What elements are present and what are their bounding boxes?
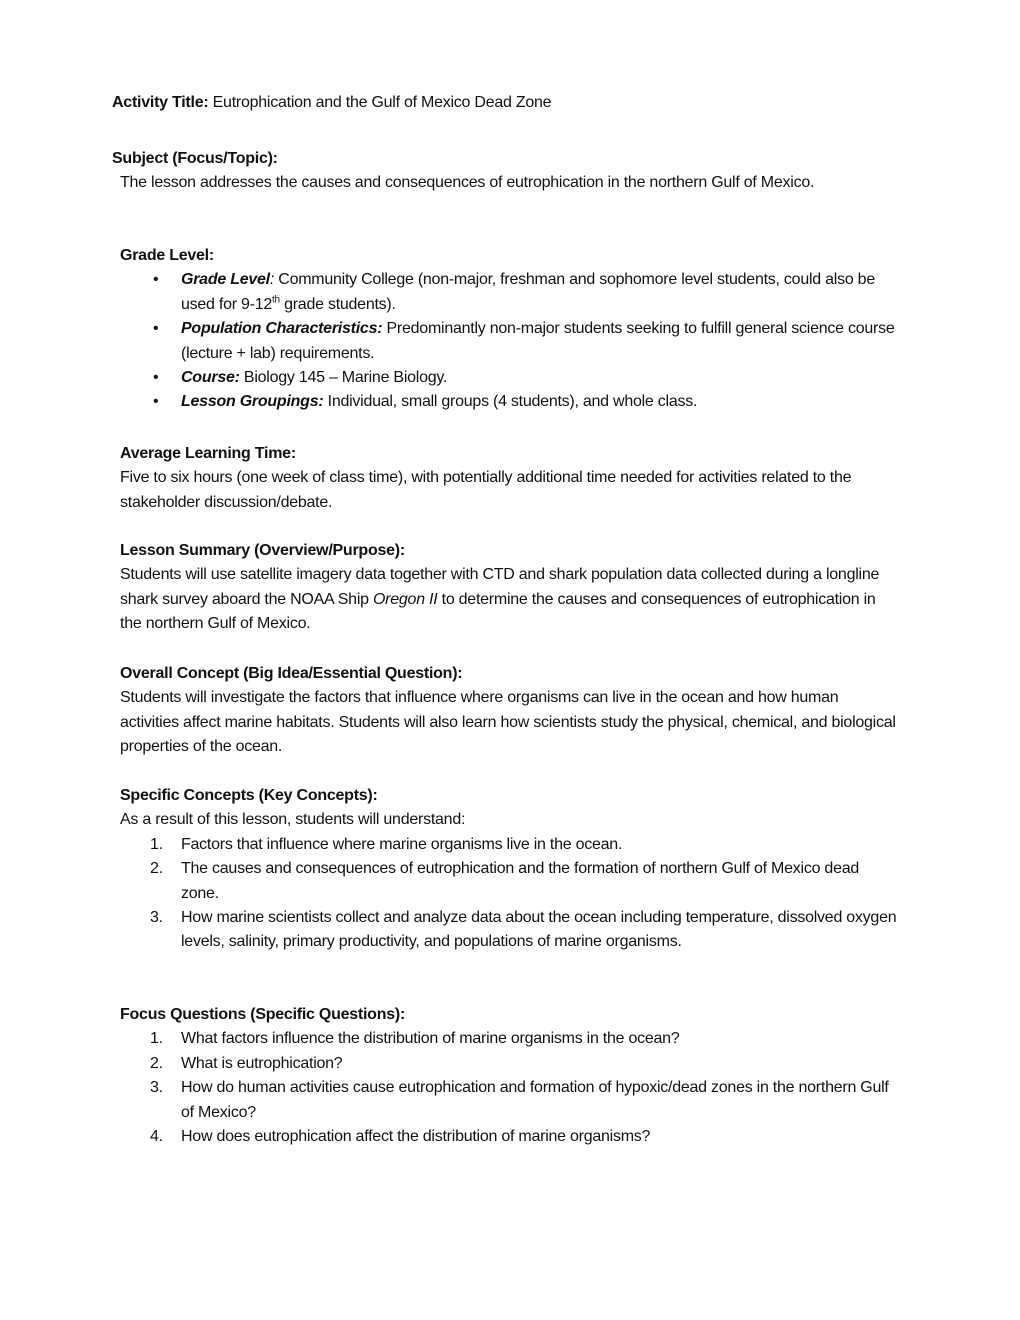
specific-heading: Specific Concepts (Key Concepts): — [120, 787, 378, 804]
list-item: 2. What is eutrophication? — [150, 1054, 343, 1072]
concept-section — [120, 662, 900, 760]
time-heading: Average Learning Time: — [120, 445, 296, 462]
summary-text: Students will use satellite imagery data together with CTD and shark population data collected during a longline shark survey aboard the NOAA Ship Oregon II to determine the causes and consequences of eutrophication in the northern Gulf of Mexico. — [120, 566, 880, 633]
concept-heading: Overall Concept (Big Idea/Essential Question): — [120, 665, 463, 682]
list-item: 3. How marine scientists collect and analyze data about the ocean including temperature, dissolved oxygen levels, salinity, primary productivity, and populations of marine organisms. — [150, 909, 897, 951]
grade-section — [120, 244, 900, 415]
time-text: Five to six hours (one week of class time), with potentially additional time needed for activities related to the stakeholder discussion/debate. — [120, 469, 852, 511]
list-item: 4. How does eutrophication affect the distribution of marine organisms? — [150, 1128, 651, 1146]
activity-title-label: Activity Title: — [112, 94, 209, 111]
subject-heading: Subject (Focus/Topic): — [112, 150, 278, 167]
focus-list — [120, 1027, 900, 1149]
grade-list — [120, 268, 900, 414]
list-item: • Lesson Groupings: Individual, small groups (4 students), and whole class. — [153, 393, 698, 411]
summary-section — [120, 539, 900, 637]
specific-intro: As a result of this lesson, students will understand: — [120, 811, 466, 829]
specific-section — [120, 784, 900, 955]
specific-list — [120, 833, 900, 955]
subject-text: The lesson addresses the causes and consequences of eutrophication in the northern Gulf of Mexico. — [120, 174, 815, 192]
list-item: 3. How do human activities cause eutrophication and formation of hypoxic/dead zones in the northern Gulf of Mexico? — [150, 1079, 889, 1121]
list-item: 1. Factors that influence where marine organisms live in the ocean. — [150, 835, 623, 853]
grade-heading: Grade Level: — [120, 247, 214, 264]
subject-section — [112, 147, 892, 196]
activity-title-value: Eutrophication and the Gulf of Mexico Dead Zone — [212, 94, 552, 111]
list-item: 1. What factors influence the distribution of marine organisms in the ocean? — [150, 1030, 680, 1048]
focus-section — [120, 1003, 900, 1149]
list-item: • Population Characteristics: Predominantly non-major students seeking to fulfill general science course (lecture + lab) requirements. — [153, 320, 895, 362]
focus-heading: Focus Questions (Specific Questions): — [120, 1006, 406, 1023]
time-section — [120, 442, 900, 515]
concept-text: Students will investigate the factors that influence where organisms can live in the ocean and how human activities affect marine habitats. Students will also learn how scientists study the physical, chemical, and biological properties of the ocean. — [120, 689, 896, 756]
list-item: 2. The causes and consequences of eutrophication and the formation of northern Gulf of Mexico dead zone. — [150, 860, 860, 902]
activity-title — [112, 91, 892, 115]
summary-heading: Lesson Summary (Overview/Purpose): — [120, 542, 405, 559]
list-item: • Grade Level: Community College (non-major, freshman and sophomore level students, could also be used for 9-12th grade students). — [153, 271, 875, 313]
list-item: • Course: Biology 145 – Marine Biology. — [153, 369, 448, 387]
